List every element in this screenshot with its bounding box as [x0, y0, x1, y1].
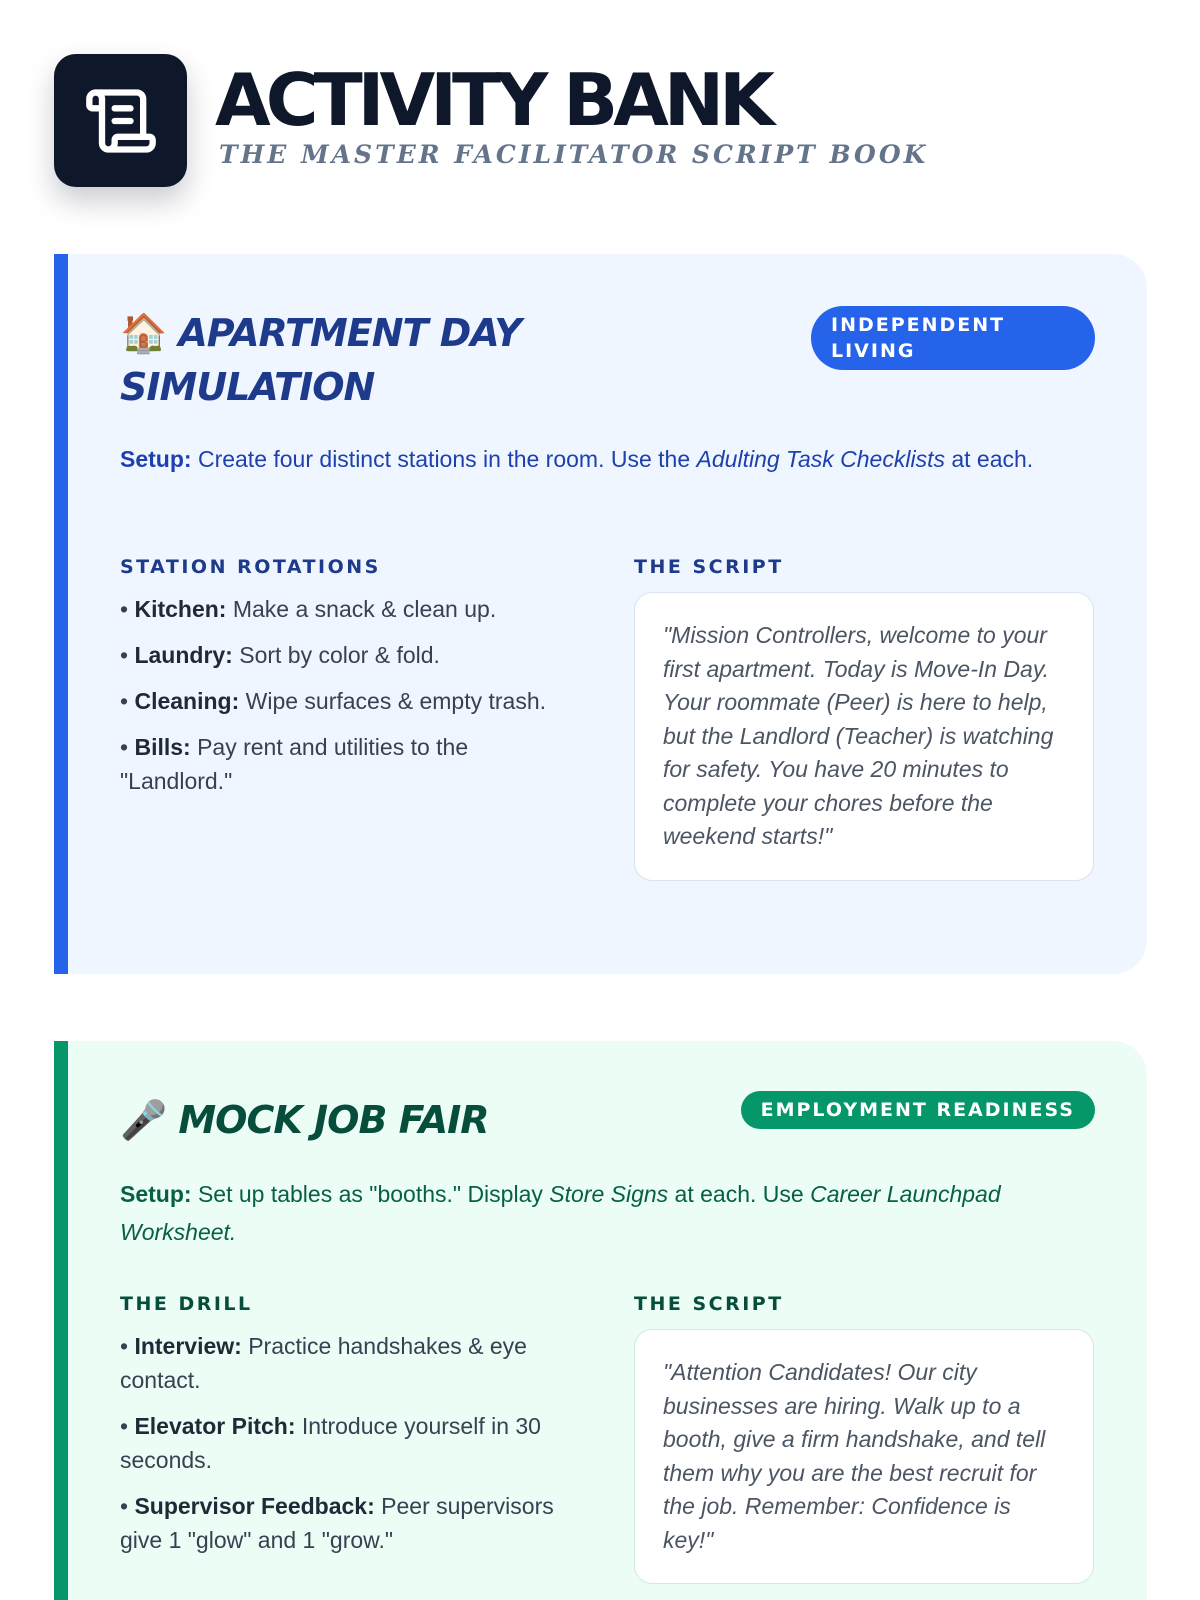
list-item: • Elevator Pitch: Introduce yourself in 30 seconds.: [120, 1413, 541, 1473]
script-section: [634, 1293, 1094, 1584]
logo: [54, 54, 187, 187]
section-heading: THE DRILL: [120, 1293, 253, 1315]
list-item: • Bills: Pay rent and utilities to the "Landlord.": [120, 734, 469, 794]
list-item: • Cleaning: Wipe surfaces & empty trash.: [120, 688, 547, 714]
list-item: • Interview: Practice handshakes & eye contact.: [120, 1333, 527, 1393]
scroll-icon: [83, 83, 159, 159]
microphone-icon: 🎤: [120, 1098, 167, 1142]
station-rotations: [120, 556, 580, 810]
page-title: ACTIVITY BANK: [215, 58, 770, 142]
page-subtitle: THE MASTER FACILITATOR SCRIPT BOOK: [219, 140, 929, 169]
activity-card-mock-job-fair: [54, 1041, 1147, 1600]
list-item: • Supervisor Feedback: Peer supervisors give 1 "glow" and 1 "grow.": [120, 1493, 554, 1553]
script-text: "Attention Candidates! Our city businesses are hiring. Walk up to a booth, give a firm handshake, and tell them why you are the best recruit for the job. Remember: Confidence is key!": [634, 1329, 1094, 1584]
list-item: • Kitchen: Make a snack & clean up.: [120, 596, 497, 622]
setup-text: Setup: Set up tables as "booths." Display Store Signs at each. Use Career Launchpad Worksheet.: [120, 1181, 1001, 1245]
activity-title: 🏠 APARTMENT DAY SIMULATION: [120, 306, 760, 414]
the-drill: [120, 1293, 580, 1569]
setup-text: Setup: Create four distinct stations in the room. Use the Adulting Task Checklists at each.: [120, 446, 1034, 472]
section-heading: THE SCRIPT: [634, 1293, 784, 1315]
section-heading: THE SCRIPT: [634, 556, 784, 578]
script-text: "Mission Controllers, welcome to your first apartment. Today is Move-In Day. Your roommate (Peer) is here to help, but the Landlord (Teacher) is watching for safety. You have 20 minutes to complete your chores before the weekend starts!": [634, 592, 1094, 881]
page-header: [54, 54, 928, 187]
activity-title: 🎤 MOCK JOB FAIR: [120, 1093, 741, 1147]
script-section: [634, 556, 1094, 881]
category-badge: INDEPENDENT LIVING: [811, 306, 1095, 370]
list-item: • Laundry: Sort by color & fold.: [120, 642, 440, 668]
section-heading: STATION ROTATIONS: [120, 556, 381, 578]
house-icon: 🏠: [120, 311, 167, 355]
category-badge: EMPLOYMENT READINESS: [741, 1091, 1095, 1129]
activity-card-apartment-day: [54, 254, 1147, 974]
